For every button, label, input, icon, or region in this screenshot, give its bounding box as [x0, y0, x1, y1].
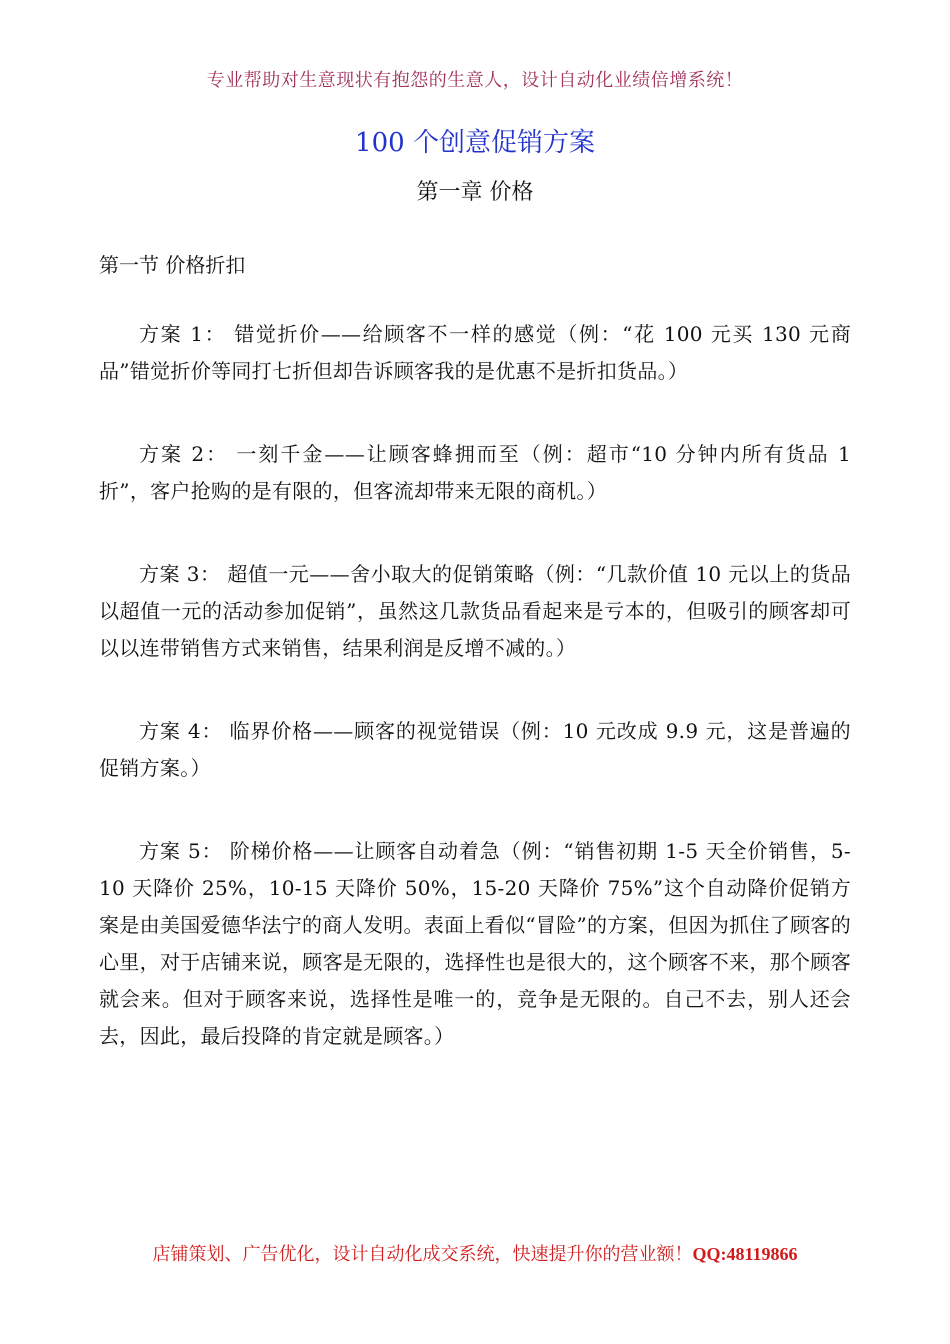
plan-label: 方案 1：: [139, 322, 227, 346]
plan-text: 错觉折价——给顾客不一样的感觉（例：“花 100 元买 130 元商品”错觉折价等同打七折但却告诉顾客我的是优惠不是折扣货品。）: [99, 322, 851, 383]
plan-item-2: [99, 436, 851, 510]
plan-item-5: [99, 833, 851, 1055]
header-banner: 专业帮助对生意现状有抱怨的生意人，设计自动化业绩倍增系统！: [206, 70, 744, 91]
section-title: 第一节 价格折扣: [99, 253, 246, 277]
plan-list: [99, 316, 851, 1101]
plan-label: 方案 2：: [139, 442, 229, 466]
footer-qq-contact: QQ:48119866: [692, 1244, 798, 1264]
plan-text: 一刻千金——让顾客蜂拥而至（例：超市“10 分钟内所有货品 1 折”，客户抢购的是有限的，但客流却带来无限的商机。）: [99, 442, 851, 503]
plan-text: 临界价格——顾客的视觉错误（例：10 元改成 9.9 元，这是普遍的促销方案。）: [99, 719, 851, 780]
plan-text: 阶梯价格——让顾客自动着急（例：“销售初期 1-5 天全价销售，5-10 天降价 25%，10-15 天降价 50%，15-20 天降价 75%”这个自动降价促销方案是由美国爱德华法宁的商人发明。表面上看似“冒险”的方案，但因为抓住了顾客的心里，对于店铺来说，顾客是无限的，选择性也是很大的，这个顾客不来，那个顾客就会来。但对于顾客来说，选择性是唯一的，竞争是无限的。自己不去，别人还会去，因此，最后投降的肯定就是顾客。）: [99, 839, 851, 1048]
footer-text: 店铺策划、广告优化，设计自动化成交系统，快速提升你的营业额！: [152, 1244, 693, 1265]
plan-label: 方案 5：: [139, 839, 223, 863]
plan-item-1: [99, 316, 851, 390]
footer-banner: [0, 1240, 950, 1266]
document-title: 100 个创意促销方案: [355, 128, 595, 158]
plan-item-4: [99, 713, 851, 787]
plan-label: 方案 4：: [139, 719, 223, 743]
plan-label: 方案 3：: [139, 562, 221, 586]
plan-text: 超值一元——舍小取大的促销策略（例：“几款价值 10 元以上的货品以超值一元的活动参加促销”，虽然这几款货品看起来是亏本的，但吸引的顾客却可以以连带销售方式来销售，结果利润是反增不减的。）: [99, 562, 851, 660]
chapter-title: 第一章 价格: [416, 180, 534, 205]
plan-item-3: [99, 556, 851, 667]
